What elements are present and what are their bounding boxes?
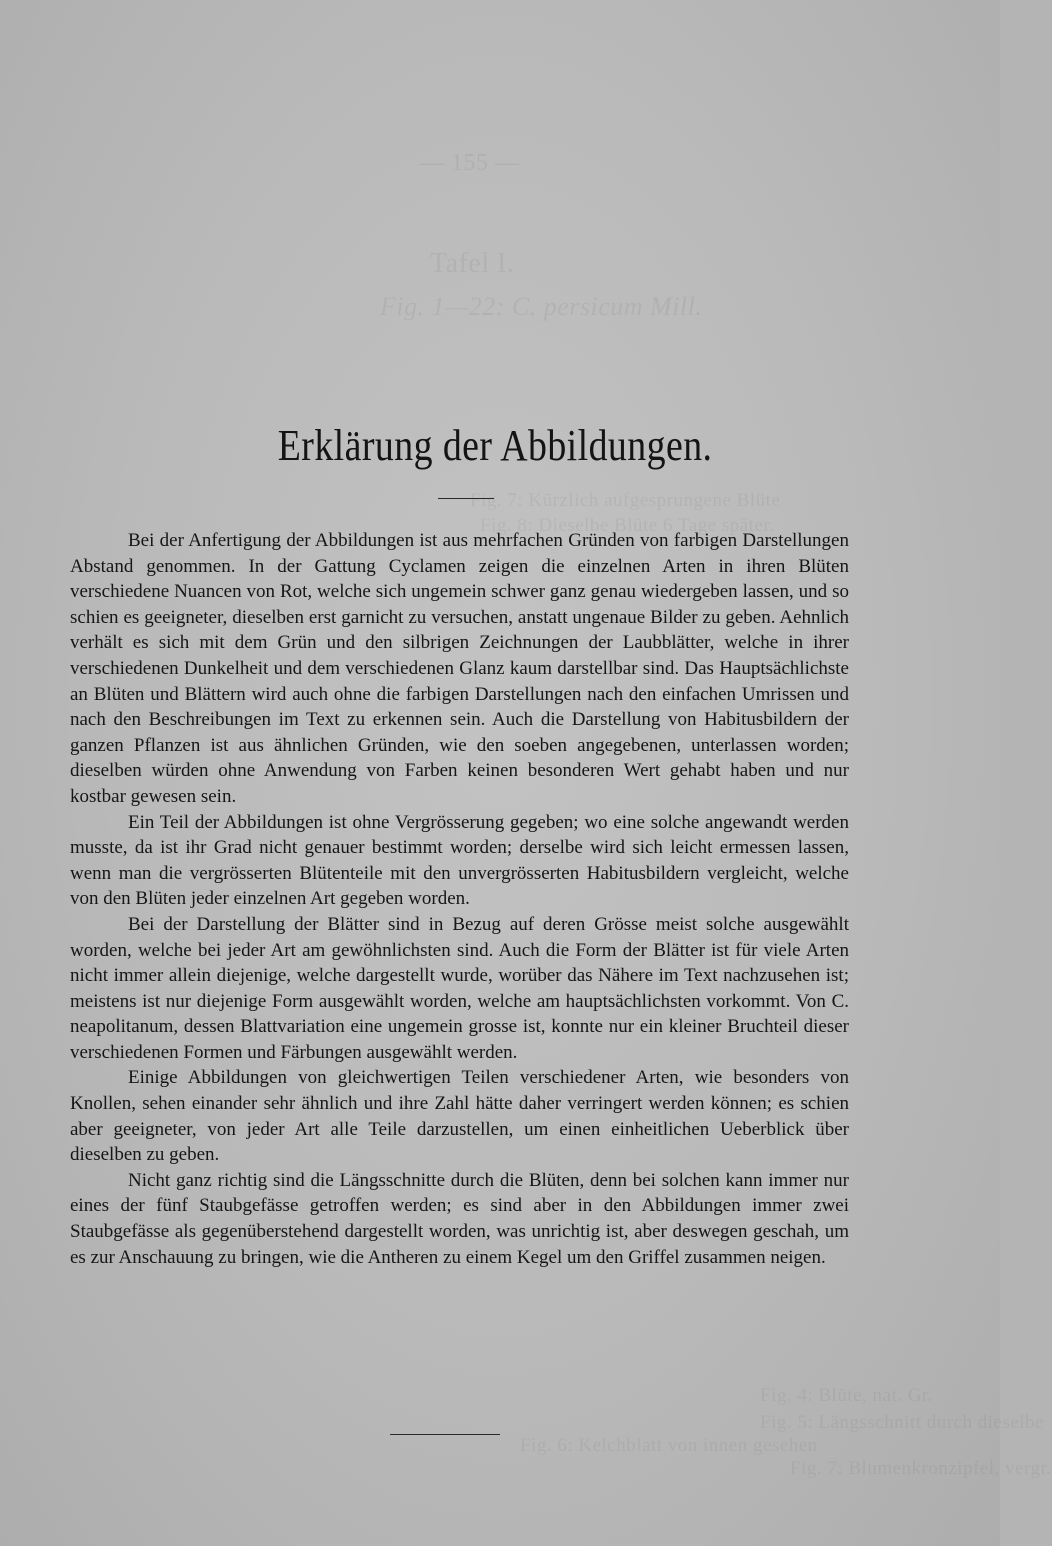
paragraph: Nicht ganz richtig sind die Längsschnitte durch die Blüten, denn bei solchen kann immer nur eines der fünf Staubgefässe getroffen werden; es sind aber in den Abbildungen immer zwei Staubgefässe als gegenüberstehend dargestellt worden, was unrichtig ist, aber deswegen geschah, um es zur Anschauung zu bringen, wie die Antheren zu einem Kegel um den Griffel zusammen neigen. bbox=[70, 1169, 849, 1268]
end-divider bbox=[390, 1434, 500, 1435]
body-text bbox=[70, 528, 849, 1270]
show-through-text: Fig. 8: Dieselbe Blüte 6 Tage später. bbox=[480, 515, 775, 536]
show-through-text: Fig. 7: Kürzlich aufgesprungene Blüte bbox=[470, 490, 781, 511]
show-through-text: Fig. 1—22: C. persicum Mill. bbox=[380, 292, 703, 321]
show-through-text: Tafel I. bbox=[430, 248, 515, 279]
show-through-text: Fig. 4: Blüte, nat. Gr. bbox=[760, 1385, 933, 1406]
paragraph: Bei der Anfertigung der Abbildungen ist aus mehrfachen Gründen von farbigen Darstellungen Abstand genommen. In der Gattung Cyclamen zeigen die einzelnen Arten in ihren Blüten verschiedene Nuancen von Rot, welche sich ungemein schwer ganz genau wiedergeben lassen, und so schien es geeigneter, dieselben erst garnicht zu versuchen, anstatt ungenaue Bilder zu geben. Aehnlich verhält es sich mit dem Grün und den silbrigen Zeichnungen der Laubblätter, welche in ihrer verschiedenen Dunkelheit und dem verschiedenen Glanz kaum darstellbar sind. Das Hauptsächlichste an Blüten und Blättern wird auch ohne die farbigen Darstellungen nach den einfachen Umrissen und nach den Beschreibungen im Text zu erkennen sein. Auch die Darstellung von Habitusbildern der ganzen Pflanzen ist aus ähnlichen Gründen, wie den soeben angegebenen, unterlassen worden; dieselben würden ohne Anwendung von Farben keinen besonderen Wert gehabt haben und nur kostbar gewesen sein. bbox=[70, 530, 849, 807]
paragraph: Einige Abbildungen von gleichwertigen Teilen verschiedener Arten, wie besonders von Knollen, sehen einander sehr ähnlich und ihre Zahl hätte daher verringert werden können; es schien aber geeigneter, von jeder Art alle Teile darzustellen, um einen einheitlichen Ueberblick über dieselben zu geben. bbox=[70, 1067, 849, 1166]
paragraph: Ein Teil der Abbildungen ist ohne Vergrösserung gegeben; wo eine solche angewandt werden musste, da ist ihr Grad nicht genauer bestimmt worden; derselbe wird sich leicht ermessen lassen, wenn man die vergrösserten Blütenteile mit den unvergrösserten Habitusbildern vergleicht, welche von den Blüten jeder einzelnen Art gegeben worden. bbox=[70, 811, 849, 910]
show-through-text: Fig. 5: Längsschnitt durch dieselbe bbox=[760, 1412, 1044, 1433]
paragraph: Bei der Darstellung der Blätter sind in Bezug auf deren Grösse meist solche ausgewählt worden, welche bei jeder Art am gewöhnlichsten sind. Auch die Form der Blätter ist für viele Arten nicht immer allein diejenige, welche dargestellt wurde, worüber das Nähere im Text nachzusehen ist; meistens ist nur diejenige Form ausgewählt worden, welche am hauptsächlichsten vorkommt. Von C. neapolitanum, dessen Blattvariation eine ungemein grosse ist, konnte nur ein kleiner Bruchteil dieser verschiedenen Formen und Färbungen ausgewählt werden. bbox=[70, 913, 849, 1063]
show-through-text: Fig. 7: Blumenkronzipfel, vergr. bbox=[790, 1458, 1052, 1479]
page-title: Erklärung der Abbildungen. bbox=[277, 421, 713, 470]
show-through-text: Fig. 6: Kelchblatt von innen gesehen bbox=[520, 1435, 818, 1456]
title-divider bbox=[438, 498, 494, 499]
show-through-text: — 155 — bbox=[420, 150, 520, 176]
